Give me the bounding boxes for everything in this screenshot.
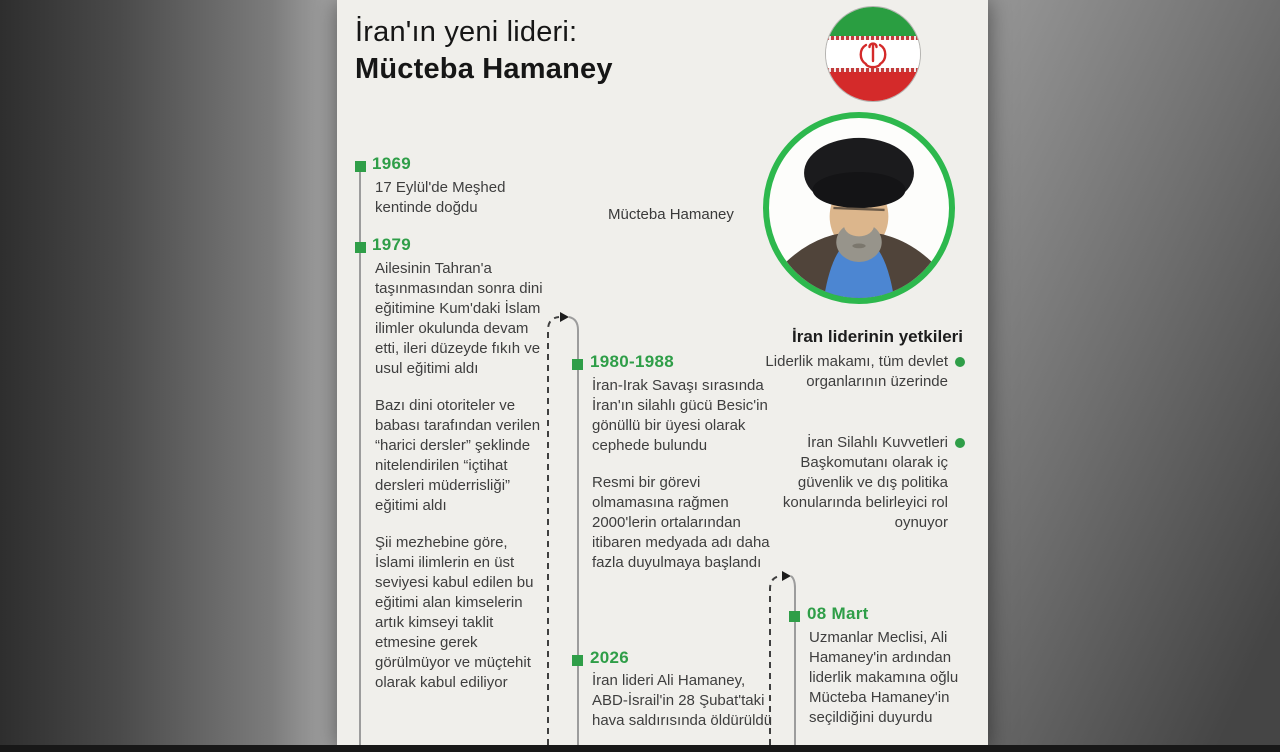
timeline-marker-icon bbox=[572, 359, 583, 370]
timeline-paragraph: Ailesinin Tahran'a taşınmasından sonra dini eğitimine Kum'daki İslam ilimler okulunda devam etti, ileri düzeyde fıkıh ve usul eğitimi aldı bbox=[375, 260, 543, 377]
timeline-date-08-mart: 08 Mart bbox=[807, 604, 869, 623]
power-item-text: Liderlik makamı, tüm devlet organlarının üzerinde bbox=[765, 353, 948, 390]
bottom-edge-bar bbox=[0, 745, 1280, 752]
timeline-paragraph: Resmi bir görevi olmamasına rağmen 2000'lerin ortalarından itibaren medyada adı daha fazla duyulmaya başlandı bbox=[592, 474, 770, 571]
timeline-paragraph: Şii mezhebine göre, İslami ilimlerin en üst seviyesi kabul edilen bu eğitimi alan kimselerin artık kimseyi taklit etmesine gerek görülmüyor ve müçtehit olarak kabul ediliyor bbox=[375, 534, 534, 691]
timeline-marker-icon bbox=[355, 242, 366, 253]
timeline-date-2026: 2026 bbox=[590, 648, 630, 667]
timeline-marker-icon bbox=[355, 161, 366, 172]
timeline-marker-icon bbox=[572, 655, 583, 666]
timeline-paragraph: Bazı dini otoriteler ve babası tarafından verilen “harici dersler” şeklinde nitelendirilen “içtihat dersleri müderrisliği” eğitimi aldı bbox=[375, 397, 541, 514]
timeline-date-1969: 1969 bbox=[372, 154, 412, 173]
photo-caption: Mücteba Hamaney bbox=[608, 206, 734, 223]
page-title-line2: Mücteba Hamaney bbox=[355, 53, 613, 85]
timeline-paragraph: 17 Eylül'de Meşhed kentinde doğdu bbox=[375, 179, 506, 216]
timeline-paragraph: İran lideri Ali Hamaney, ABD-İsrail'in 28 Şubat'taki hava saldırısında öldürüldü bbox=[592, 672, 773, 729]
timeline-date-1979: 1979 bbox=[372, 235, 412, 254]
timeline-date-1980-1988: 1980-1988 bbox=[590, 352, 674, 371]
timeline-paragraph: İran-Irak Savaşı sırasında İran'ın silahlı gücü Besic'in gönüllü bir üyesi olarak cephede bulundu bbox=[592, 377, 768, 454]
page-title-line1: İran'ın yeni lideri: bbox=[355, 16, 578, 48]
timeline-paragraph: Uzmanlar Meclisi, Ali Hamaney'in ardından liderlik makamına oğlu Mücteba Hamaney'in seçildiğini duyurdu bbox=[809, 629, 959, 726]
timeline-marker-icon bbox=[789, 611, 800, 622]
power-item-text: İran Silahlı Kuvvetleri Başkomutanı olarak iç güvenlik ve dış politika konularında belirleyici rol oynuyor bbox=[782, 434, 948, 531]
powers-section-heading: İran liderinin yetkileri bbox=[791, 327, 963, 346]
